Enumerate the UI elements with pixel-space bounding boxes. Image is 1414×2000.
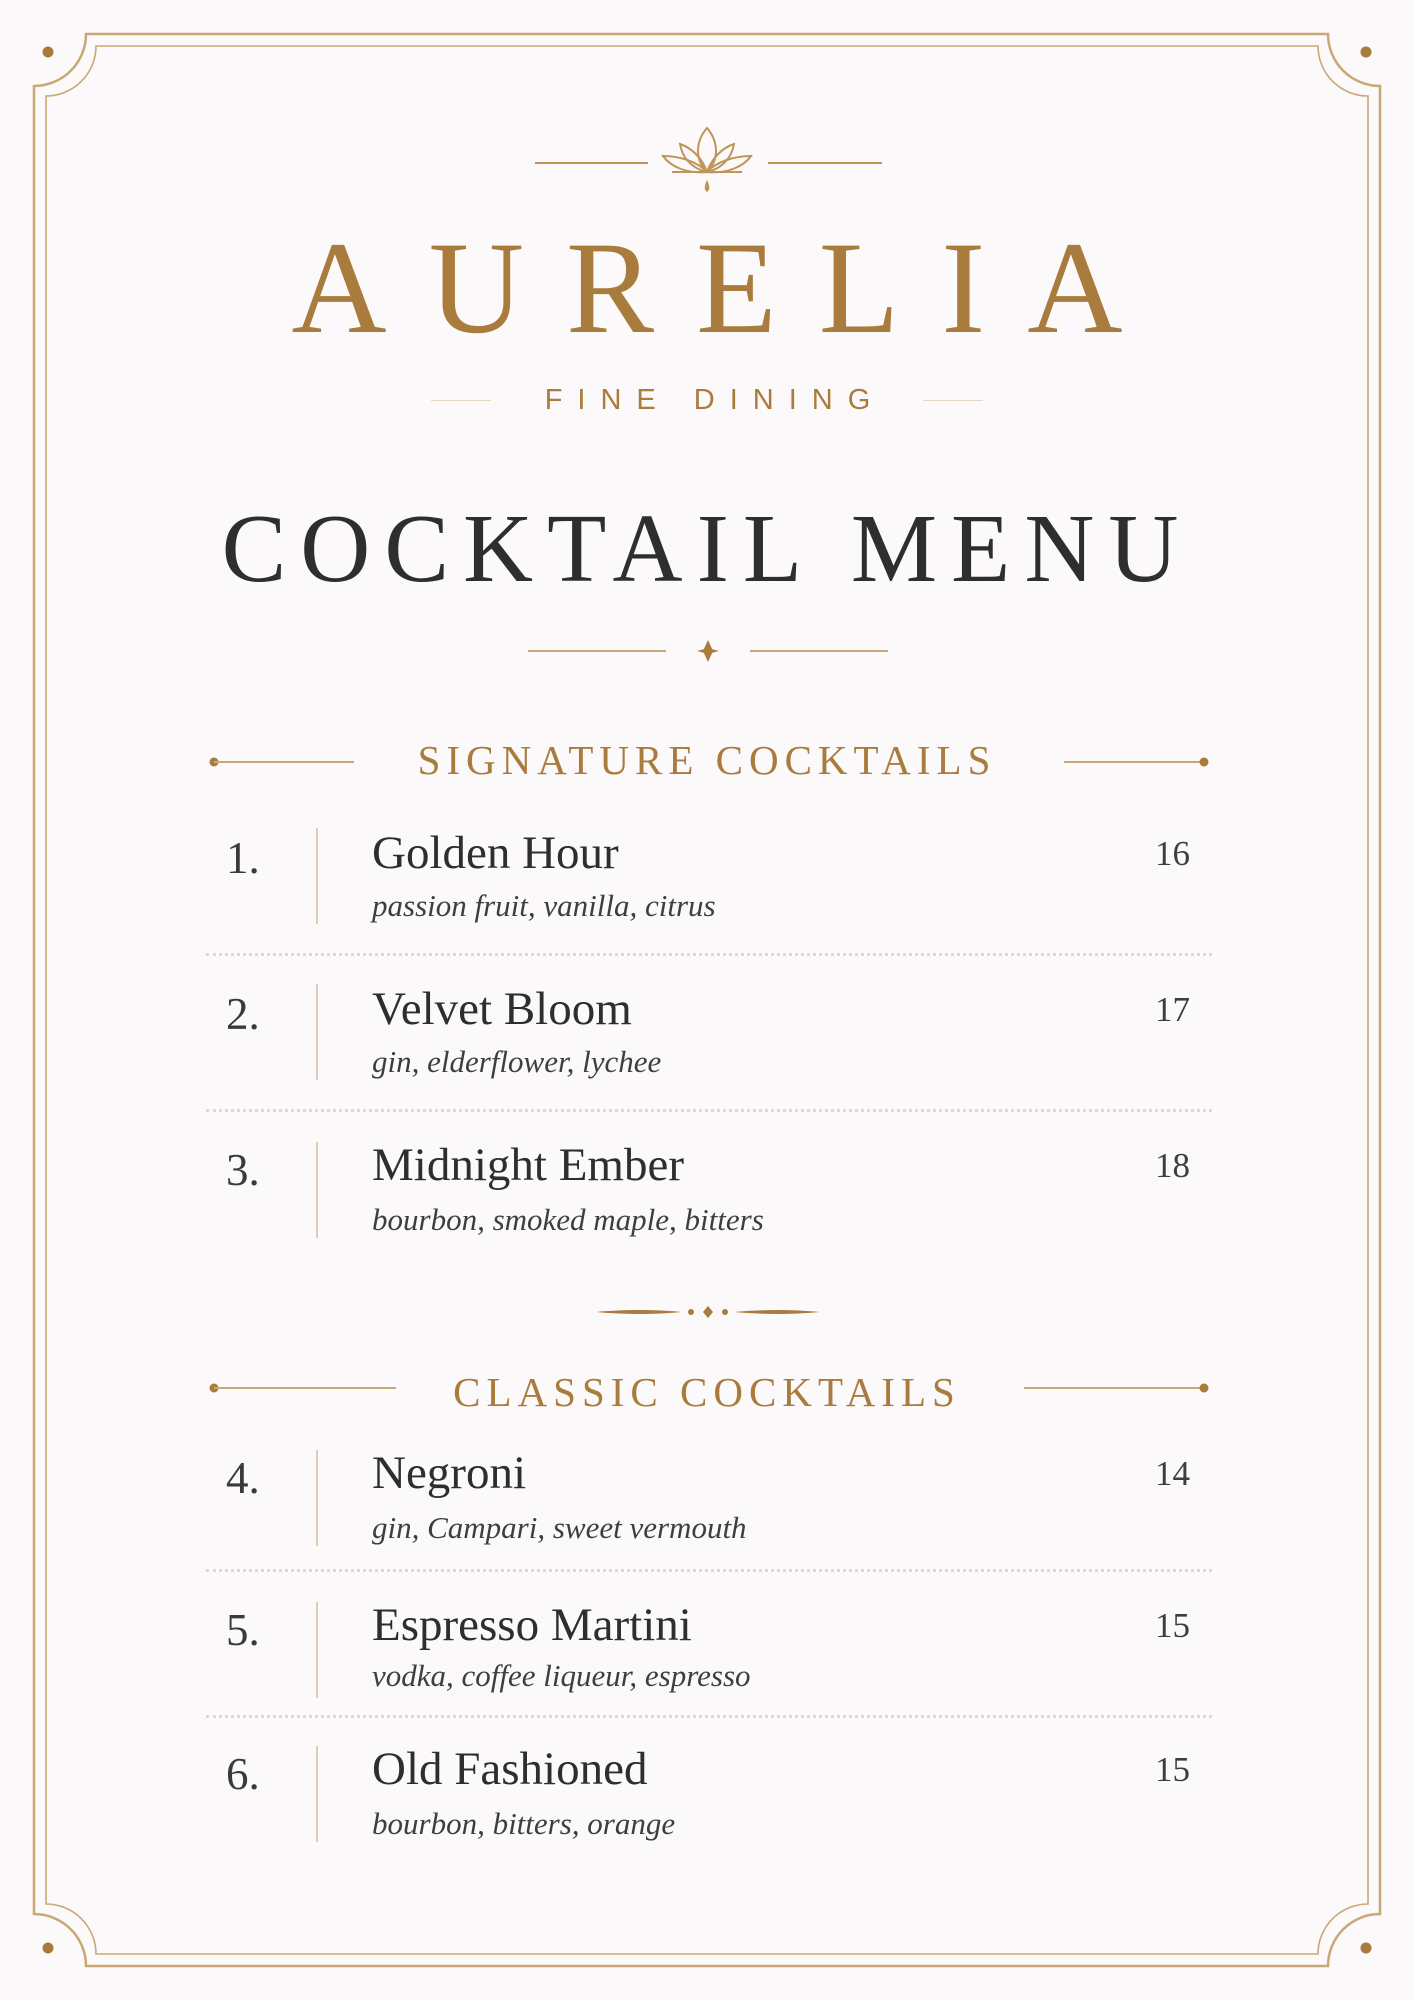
lotus-icon bbox=[530, 120, 884, 202]
diamond-ornament-icon bbox=[528, 638, 888, 664]
item-name: Old Fashioned bbox=[372, 1743, 648, 1795]
item-description: gin, Campari, sweet vermouth bbox=[372, 1510, 747, 1545]
item-description: bourbon, smoked maple, bitters bbox=[372, 1202, 764, 1237]
item-number: 2. bbox=[226, 989, 260, 1039]
item-price: 14 bbox=[1155, 1454, 1190, 1493]
row-separator bbox=[206, 1715, 1212, 1718]
item-name: Espresso Martini bbox=[372, 1599, 692, 1651]
row-separator bbox=[206, 953, 1212, 956]
item-divider bbox=[316, 828, 318, 924]
tagline-rule-right bbox=[923, 400, 983, 401]
tagline: FINE DINING bbox=[544, 384, 886, 416]
tagline-rule-left bbox=[431, 400, 491, 401]
item-description: bourbon, bitters, orange bbox=[372, 1806, 676, 1841]
item-name: Midnight Ember bbox=[372, 1139, 684, 1191]
item-price: 15 bbox=[1155, 1750, 1190, 1789]
item-divider bbox=[316, 1450, 318, 1546]
item-description: passion fruit, vanilla, citrus bbox=[372, 888, 716, 923]
item-name: Velvet Bloom bbox=[372, 983, 632, 1035]
menu-title: COCKTAIL MENU bbox=[221, 495, 1193, 602]
item-price: 17 bbox=[1155, 990, 1190, 1029]
item-description: gin, elderflower, lychee bbox=[372, 1044, 662, 1079]
item-number: 3. bbox=[226, 1145, 260, 1195]
item-description: vodka, coffee liqueur, espresso bbox=[372, 1658, 751, 1693]
item-divider bbox=[316, 1142, 318, 1238]
row-separator bbox=[206, 1569, 1212, 1572]
row-separator bbox=[206, 1109, 1212, 1112]
item-name: Negroni bbox=[372, 1447, 527, 1499]
item-price: 18 bbox=[1155, 1146, 1190, 1185]
item-number: 1. bbox=[226, 833, 260, 883]
item-price: 15 bbox=[1155, 1606, 1190, 1645]
item-number: 6. bbox=[226, 1749, 260, 1799]
item-divider bbox=[316, 984, 318, 1080]
flourish-divider-icon bbox=[590, 1302, 826, 1322]
item-divider bbox=[316, 1746, 318, 1842]
section-title-signature: SIGNATURE COCKTAILS bbox=[417, 737, 997, 783]
tagline-row bbox=[0, 384, 1414, 417]
item-number: 4. bbox=[226, 1453, 260, 1503]
item-divider bbox=[316, 1602, 318, 1698]
item-number: 5. bbox=[226, 1605, 260, 1655]
brand-name: AURELIA bbox=[291, 214, 1165, 361]
section-title-classic: CLASSIC COCKTAILS bbox=[453, 1369, 961, 1415]
item-price: 16 bbox=[1155, 834, 1190, 873]
item-name: Golden Hour bbox=[372, 827, 619, 879]
